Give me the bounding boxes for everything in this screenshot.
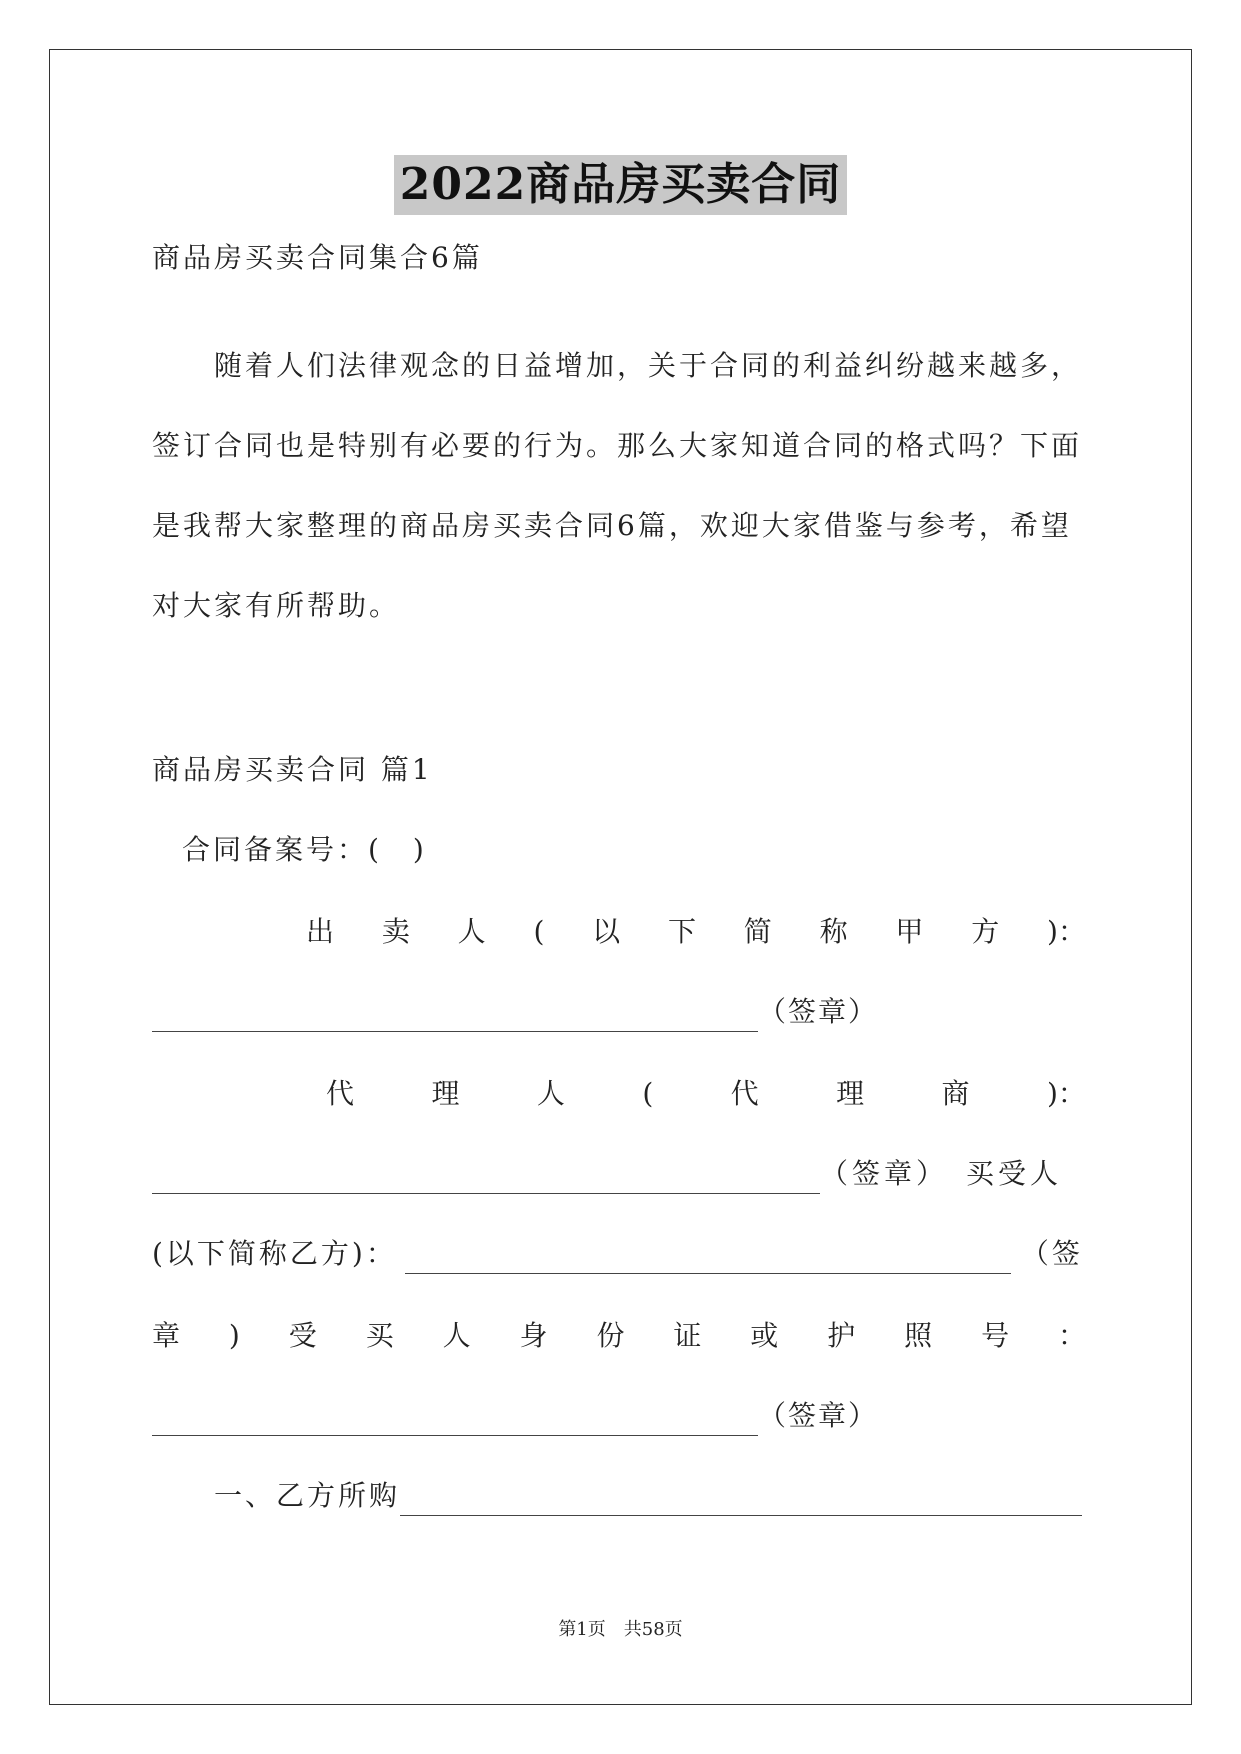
agent-char: 商 [941, 1077, 970, 1110]
page-footer: 第1页 共58页 [558, 1619, 683, 1640]
seller-char: 方 [971, 915, 1000, 948]
id-char: 人 [442, 1319, 471, 1352]
agent-sign-buyer-label: （签章） 买受人 [820, 1157, 1063, 1190]
agent-char: 代 [730, 1077, 759, 1110]
id-char: 买 [365, 1319, 394, 1352]
id-signature-line [152, 1396, 878, 1436]
seller-char: 简 [743, 915, 772, 948]
agent-char: 人 [536, 1077, 565, 1110]
id-char: 份 [596, 1319, 625, 1352]
seller-char: )： [1047, 915, 1086, 948]
page-border [49, 49, 1192, 1705]
seller-char: 称 [819, 915, 848, 948]
id-char: 或 [750, 1319, 779, 1352]
intro-line-1: 随着人们法律观念的日益增加，关于合同的利益纠纷越来越多， [214, 349, 1083, 382]
document-subtitle: 商品房买卖合同集合6篇 [152, 241, 483, 274]
agent-char: 理 [836, 1077, 865, 1110]
buyer-line [152, 1234, 1083, 1274]
seller-char: 卖 [381, 915, 410, 948]
id-char: 号 [981, 1319, 1010, 1352]
clause-1-blank[interactable] [400, 1485, 1082, 1516]
buyer-sign-head: （签 [1020, 1237, 1083, 1270]
clause-1-label: 一、乙方所购 [214, 1479, 401, 1512]
section-heading: 商品房买卖合同 篇1 [152, 753, 433, 786]
seller-char: 人 [457, 915, 486, 948]
agent-char: 代 [326, 1077, 355, 1110]
seller-char: 出 [306, 915, 335, 948]
agent-signature-blank[interactable] [152, 1163, 820, 1194]
intro-line-2: 签订合同也是特别有必要的行为。那么大家知道合同的格式吗？下面 [152, 429, 1083, 462]
agent-char: ( [642, 1077, 654, 1110]
document-title: 2022商品房买卖合同 [394, 155, 847, 215]
clause-1 [214, 1476, 1082, 1516]
seller-char: 下 [667, 915, 696, 948]
buyer-label: (以下简称乙方)： [152, 1237, 397, 1270]
buyer-signature-blank[interactable] [405, 1243, 1011, 1274]
intro-line-4: 对大家有所帮助。 [152, 589, 401, 622]
seller-signature-line [152, 992, 878, 1032]
id-sign-label: （签章） [758, 1399, 879, 1432]
agent-signature-line [152, 1154, 1062, 1194]
seller-char: 以 [592, 915, 621, 948]
id-char: 身 [519, 1319, 548, 1352]
id-char: 照 [904, 1319, 933, 1352]
seller-char: ( [533, 915, 545, 948]
agent-char: 理 [431, 1077, 460, 1110]
agent-line [326, 1074, 1086, 1114]
id-signature-blank[interactable] [152, 1405, 758, 1436]
record-number: 合同备案号：( ) [182, 833, 427, 866]
id-char: ： [1057, 1319, 1086, 1352]
id-char: 证 [673, 1319, 702, 1352]
id-line [152, 1316, 1086, 1356]
title-wrap [0, 155, 1241, 215]
seller-char: 甲 [895, 915, 924, 948]
id-char: 受 [288, 1319, 317, 1352]
seller-signature-blank[interactable] [152, 1001, 758, 1032]
seller-sign-label: （签章） [758, 995, 879, 1028]
seller-line [306, 912, 1086, 952]
intro-line-3: 是我帮大家整理的商品房买卖合同6篇，欢迎大家借鉴与参考，希望 [152, 509, 1072, 542]
id-char: ) [228, 1319, 240, 1352]
id-char: 章 [152, 1319, 181, 1352]
id-char: 护 [827, 1319, 856, 1352]
agent-char: )： [1046, 1077, 1086, 1110]
